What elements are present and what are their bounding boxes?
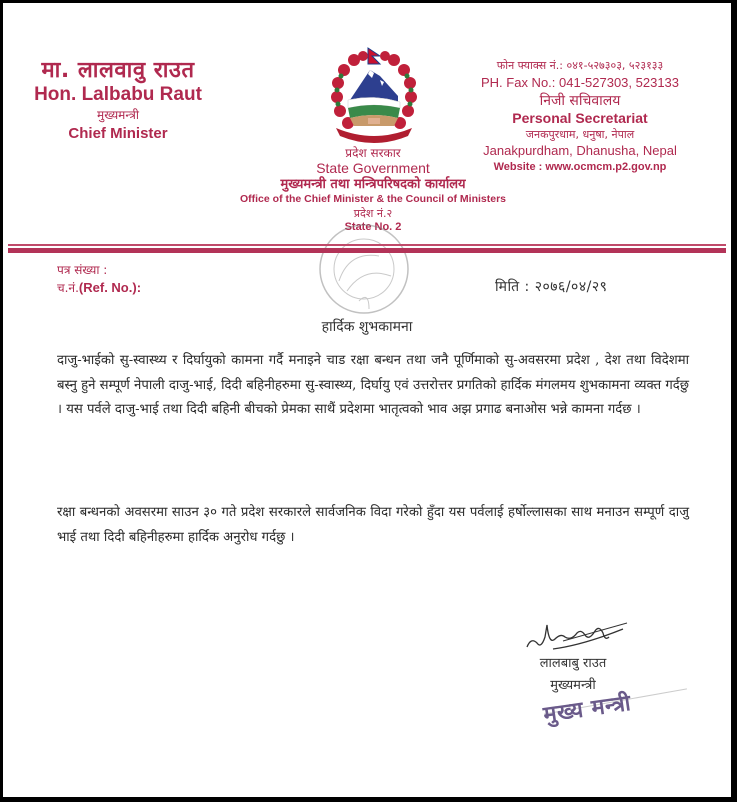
secretariat-en: Personal Secretariat: [512, 110, 648, 126]
office-name-np: मुख्यमन्त्री तथा मन्त्रिपरिषदको कार्यालय: [280, 177, 466, 192]
address-en: Janakpurdham, Dhanusha, Nepal: [483, 143, 677, 158]
header-divider-thin: [8, 244, 726, 246]
state-government-en: State Government: [316, 160, 430, 176]
state-government-np: प्रदेश सरकार: [345, 146, 401, 160]
nepal-emblem-icon: [328, 46, 420, 146]
office-stamp-icon: [309, 221, 419, 321]
minister-name-en: Hon. Lalbabu Raut: [34, 84, 202, 105]
letter-subject: हार्दिक शुभकामना: [321, 319, 413, 335]
website-link[interactable]: Website : www.ocmcm.p2.gov.np: [493, 161, 667, 173]
ref-number-label-np: च.नं.: [57, 281, 79, 295]
ref-number-label-en: (Ref. No.):: [78, 280, 142, 295]
minister-title-np: मुख्यमन्त्री: [97, 108, 139, 122]
body-paragraph: दाजु-भाईको सु-स्वास्थ्य र दिर्घायुको कामना गर्दै मनाइने चाड रक्षा बन्धन तथा जनै पूर्णिमाको सु-अवसरमा प्रदेश , देश तथा विदेशमा बस्नु हुने सम्पूर्ण नेपाली दाजु-भाई, दिदी बहिनीहरुमा सु-स्वास्थ्य, दिर्घायु एवं उत्तरोत्तर प्रगतिको हार्दिक मंगलमय शुभकामना व्यक्त गर्दछु । यस पर्वले दाजु-भाई तथा दिदी बहिनी बीचको प्रेमका साथैं प्रदेशमा भातृत्वको भाव अझ प्रगाढ बनाओस भन्ने कामना गर्दछ ।: [57, 353, 689, 417]
phone-fax-en: PH. Fax No.: 041-527303, 523133: [480, 75, 680, 90]
body-paragraph: रक्षा बन्धनको अवसरमा साउन ३० गते प्रदेश सरकारले सार्वजनिक विदा गरेको हुँदा यस पर्वलाई हर्षोल्लासका साथ मनाउन सम्पूर्ण दाजु भाई तथा दिदी बहिनीहरुमा हार्दिक अनुरोध गर्दछु ।: [57, 505, 689, 545]
address-np: जनकपुरधाम, धनुषा, नेपाल: [525, 128, 635, 141]
office-header: [183, 146, 563, 233]
ref-number-label: [57, 279, 141, 297]
signatory-title: मुख्यमन्त्री: [550, 678, 596, 693]
secretariat-np: निजी सचिवालय: [539, 93, 621, 109]
letter-number-label: पत्र संख्या :: [57, 263, 108, 277]
minister-header: [3, 59, 233, 143]
minister-title-en: Chief Minister: [68, 125, 168, 142]
minister-name-np: मा. लालवावु राउत: [41, 58, 195, 83]
state-number-en: State No. 2: [344, 221, 402, 233]
state-number-np: प्रदेश नं.२: [353, 207, 393, 220]
letter-date: मिति : २०७६/०४/२९: [495, 279, 608, 295]
header-divider-thick: [8, 248, 726, 253]
signatory-name: लालबाबु राउत: [539, 656, 607, 671]
phone-fax-np: फोन फ्याक्स नं.: ०४१-५२७३०३, ५२३१३३: [496, 59, 664, 72]
letter-page: [3, 3, 731, 797]
handwritten-signature: [523, 615, 633, 655]
office-name-en: Office of the Chief Minister & the Council of Ministers: [239, 193, 507, 205]
designation-stamp: मुख्य मन्त्री: [541, 690, 633, 728]
reference-block: [57, 261, 141, 297]
